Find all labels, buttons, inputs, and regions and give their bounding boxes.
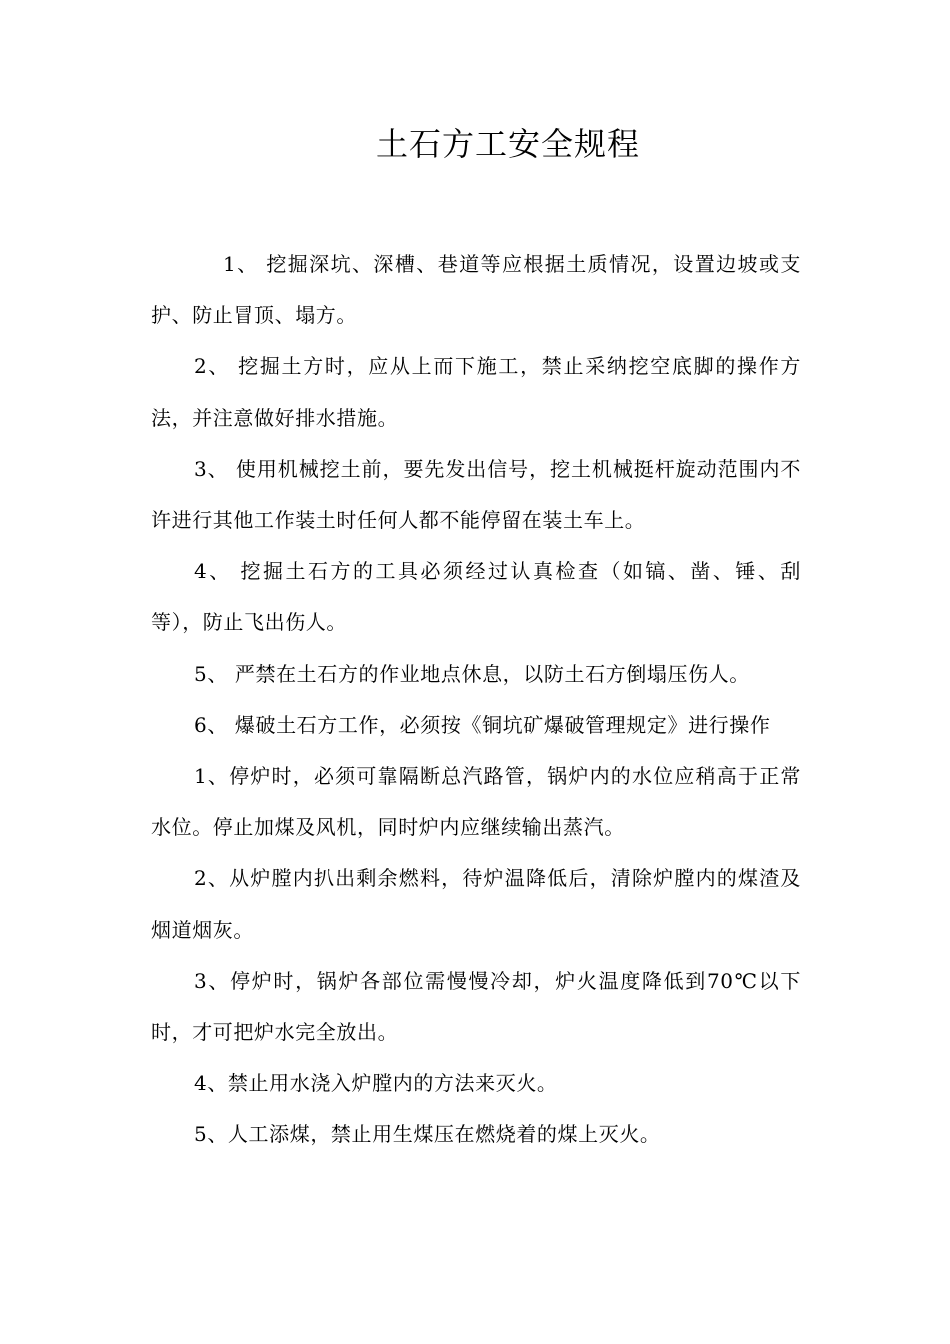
paragraph-11: 5、人工添煤，禁止用生煤压在燃烧着的煤上灭火。 [194,1122,661,1147]
paragraph-8: 2、从炉膛内扒出剩余燃料，待炉温降低后，清除炉膛内的煤渣及烟道烟灰。 [151,866,801,942]
paragraph-1: 1、 挖掘深坑、深槽、巷道等应根据土质情况，设置边坡或支护、防止冒顶、塌方。 [151,252,801,328]
paragraph-5: 5、 严禁在土石方的作业地点休息，以防土石方倒塌压伤人。 [194,661,750,686]
paragraph-3: 3、 使用机械挖土前，要先发出信号，挖土机械挺杆旋动范围内不许进行其他工作装土时任何人都不能停留在装土车上。 [151,456,801,533]
document-body [151,239,801,1161]
paragraph-6: 6、 爆破土石方工作，必须按《铜坑矿爆破管理规定》进行操作 [194,712,771,737]
paragraph-4: 4、 挖掘土石方的工具必须经过认真检查（如镐、凿、锤、刮等），防止飞出伤人。 [151,559,801,635]
paragraph-9: 3、停炉时，锅炉各部位需慢慢冷却，炉火温度降低到70℃以下时，才可把炉水完全放出。 [151,968,801,1045]
document-title: 土石方工安全规程 [375,125,640,163]
paragraph-2: 2、 挖掘土方时，应从上而下施工，禁止采纳挖空底脚的操作方法，并注意做好排水措施。 [151,354,801,430]
paragraph-10: 4、禁止用水浇入炉膛内的方法来灭火。 [194,1071,558,1096]
paragraph-7: 1、停炉时，必须可靠隔断总汽路管，锅炉内的水位应稍高于正常水位。停止加煤及风机，同时炉内应继续输出蒸汽。 [151,764,801,840]
